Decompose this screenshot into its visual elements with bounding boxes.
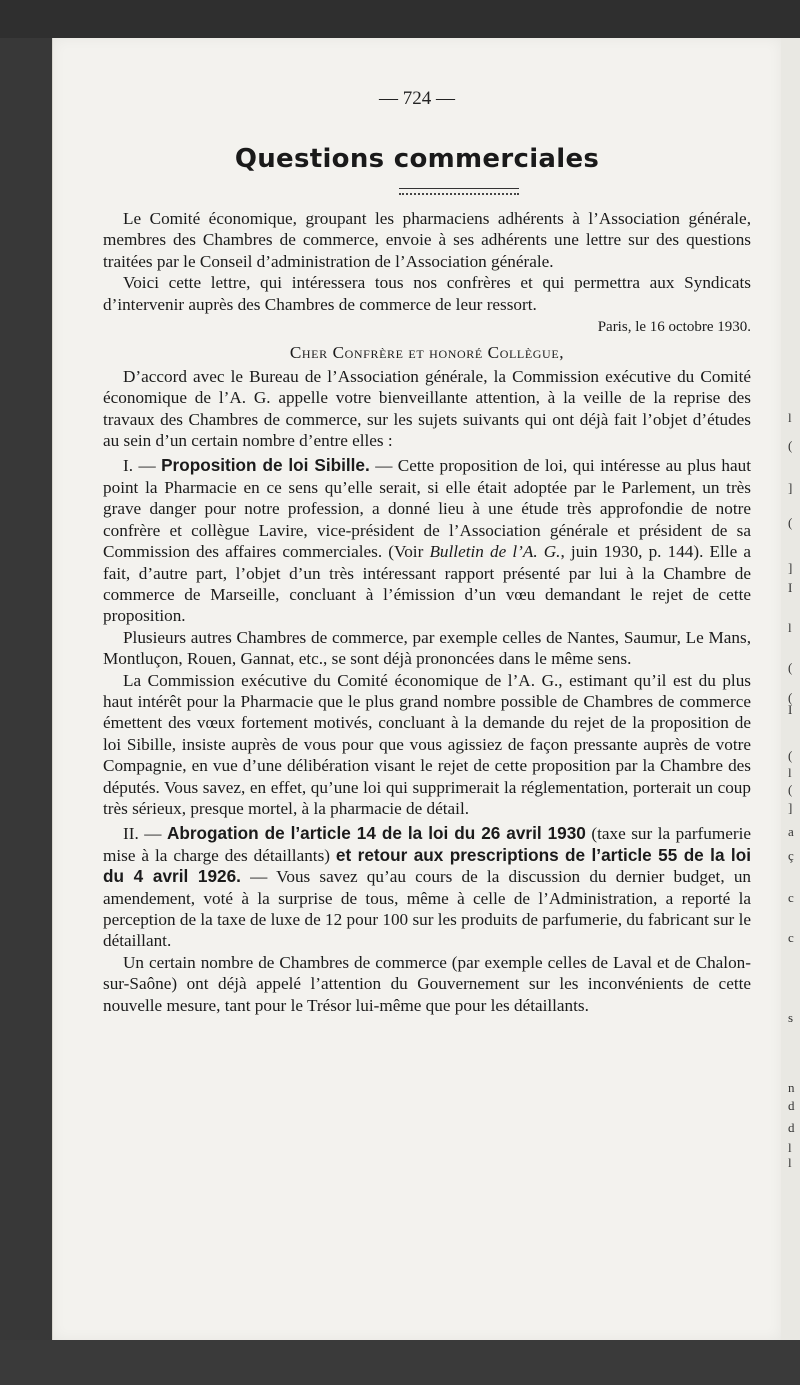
facing-page-letter: a — [788, 824, 794, 839]
section-2-heading-b: et retour aux prescriptions de l’article 55 de la loi du 4 avril 1926. — [103, 844, 751, 887]
section-1-text-a: — Cette proposition de loi, qui intéresse au plus haut point la Pharmacie en ce sens qu’elle serait, si elle était adoptée par le Parlement, un très grave danger pour notre profession, a donné lieu à une étude très approfondie de notre confrère et collègue Lavire, vice-président de l’Association générale et président de sa Commission des affaires commerciales. (Voir — [103, 456, 751, 562]
letter-opening: D’accord avec le Bureau de l’Association générale, la Commission exécutive du Comité économique de l’A. G. appelle votre bienveillante attention, à la veille de la reprise des travaux des Chambres de commerce, sur les sujets suivants qui ont déjà fait l’objet d’études au sein d’un certain nombre d’entre elles : — [103, 366, 751, 451]
title-rule — [399, 188, 519, 195]
scan-border-top — [0, 0, 800, 40]
scan-border-bottom — [0, 1340, 800, 1385]
facing-page-letter: c — [788, 890, 794, 905]
facing-page-letter: l — [788, 1155, 792, 1170]
facing-page-letter: ] — [788, 480, 793, 495]
facing-page-letter: ç — [788, 848, 794, 863]
page-number: — 724 — — [379, 88, 455, 109]
section-1-paragraph — [103, 455, 751, 626]
facing-page-letter: l — [788, 410, 792, 425]
facing-page-letter: I — [788, 580, 793, 595]
scan-border-left — [0, 38, 52, 1340]
intro-paragraph-2: Voici cette lettre, qui intéressera tous nos confrères et qui permettra aux Syndicats d’intervenir auprès des Chambres de commerce de leur ressort. — [103, 273, 751, 314]
facing-page-letter: l — [788, 1140, 792, 1155]
section-1-paragraph-2: Plusieurs autres Chambres de commerce, par exemple celles de Nantes, Saumur, Le Mans, Montluçon, Rouen, Gannat, etc., se sont déjà prononcées dans le même sens. — [103, 627, 751, 669]
section-1-numeral: I. — — [123, 456, 162, 476]
facing-page-letter: ] — [788, 560, 793, 575]
section-1-paragraph-3: La Commission exécutive du Comité économique de l’A. G., estimant qu’il est du plus haut intérêt pour la Pharmacie que le plus grand nombre possible de Chambres de commerce émettent des vœux fortement motivés, concluant à la demande du rejet de la proposition de loi Sibille, insiste auprès de vous pour que vous agissiez de façon pressante auprès de votre Compagnie, en vue d’une délibération visant le rejet de cette proposition par la Chambre des députés. Vous savez, en effet, qu’une loi qui supprimerait la réglementation, porterait un coup très sérieux, presque mortel, à la pharmacie de détail. — [103, 670, 751, 818]
section-2-text-a: (taxe sur la parfumerie mise à la charge des détaillants) — [103, 824, 751, 865]
facing-page-letter: s — [788, 1010, 794, 1025]
facing-page-letter: ( — [788, 690, 793, 705]
bulletin-citation: Bulletin de l’A. G. — [429, 542, 561, 562]
facing-page-letter: I — [788, 702, 793, 717]
facing-page-letter: d — [788, 1120, 795, 1135]
facing-page-letter: ( — [788, 782, 793, 797]
section-2-text-b: — Vous savez qu’au cours de la discussion du dernier budget, un amendement, voté à la surprise de tous, même à celle de l’Administration, a reporté la perception de la taxe de luxe de 12 pour 100 sur les produits de parfumerie, du fabricant sur le détaillant. — [103, 867, 752, 951]
facing-page-letter: ( — [788, 515, 793, 530]
section-2-paragraph-2: Un certain nombre de Chambres de commerce (par exemple celles de Laval et de Chalon-sur-Saône) ont déjà appelé l’attention du Gouvernement sur les inconvénients de cette nouvelle mesure, tant pour le Trésor lui-même que pour les détaillants. — [103, 952, 751, 1015]
facing-page-letter: l — [788, 765, 792, 780]
facing-page-letter: n — [788, 1080, 795, 1095]
facing-page-letter: l — [788, 620, 792, 635]
letter-dateline: Paris, le 16 octobre 1930. — [597, 319, 751, 336]
document-page — [52, 38, 781, 1340]
section-2-paragraph — [103, 823, 751, 951]
article-body — [103, 208, 751, 1016]
facing-page-letter: ( — [788, 660, 793, 675]
intro-paragraph-1: Le Comité économique, groupant les pharmaciens adhérents à l’Association générale, membres des Chambres de commerce, envoie à ses adhérents une lettre sur des questions traitées par le Conseil d’administration de l’Association générale. — [103, 209, 751, 271]
facing-page-letter: d — [788, 1098, 795, 1113]
section-2-numeral: II. — — [123, 824, 167, 844]
facing-page-letter: ] — [788, 800, 793, 815]
section-1-heading: Proposition de loi Sibille. — [161, 455, 370, 476]
page-title: Questions commerciales — [234, 144, 600, 174]
facing-page-letter: ( — [788, 748, 793, 763]
letter-salutation: Cher Confrère et honoré Collègue, — [289, 343, 565, 363]
section-1-text-b: , juin 1930, p. 144). Elle a fait, d’autre part, l’objet d’un très intéressant rapport présenté par lui à la Chambre de commerce de Marseille, concluant à l’émission d’un vœu demandant le rejet de cette proposition. — [103, 542, 751, 626]
section-2-heading-a: Abrogation de l’article 14 de la loi du 26 avril 1930 — [166, 823, 586, 844]
facing-page-letter: c — [788, 930, 794, 945]
facing-page-letter: ( — [788, 438, 793, 453]
